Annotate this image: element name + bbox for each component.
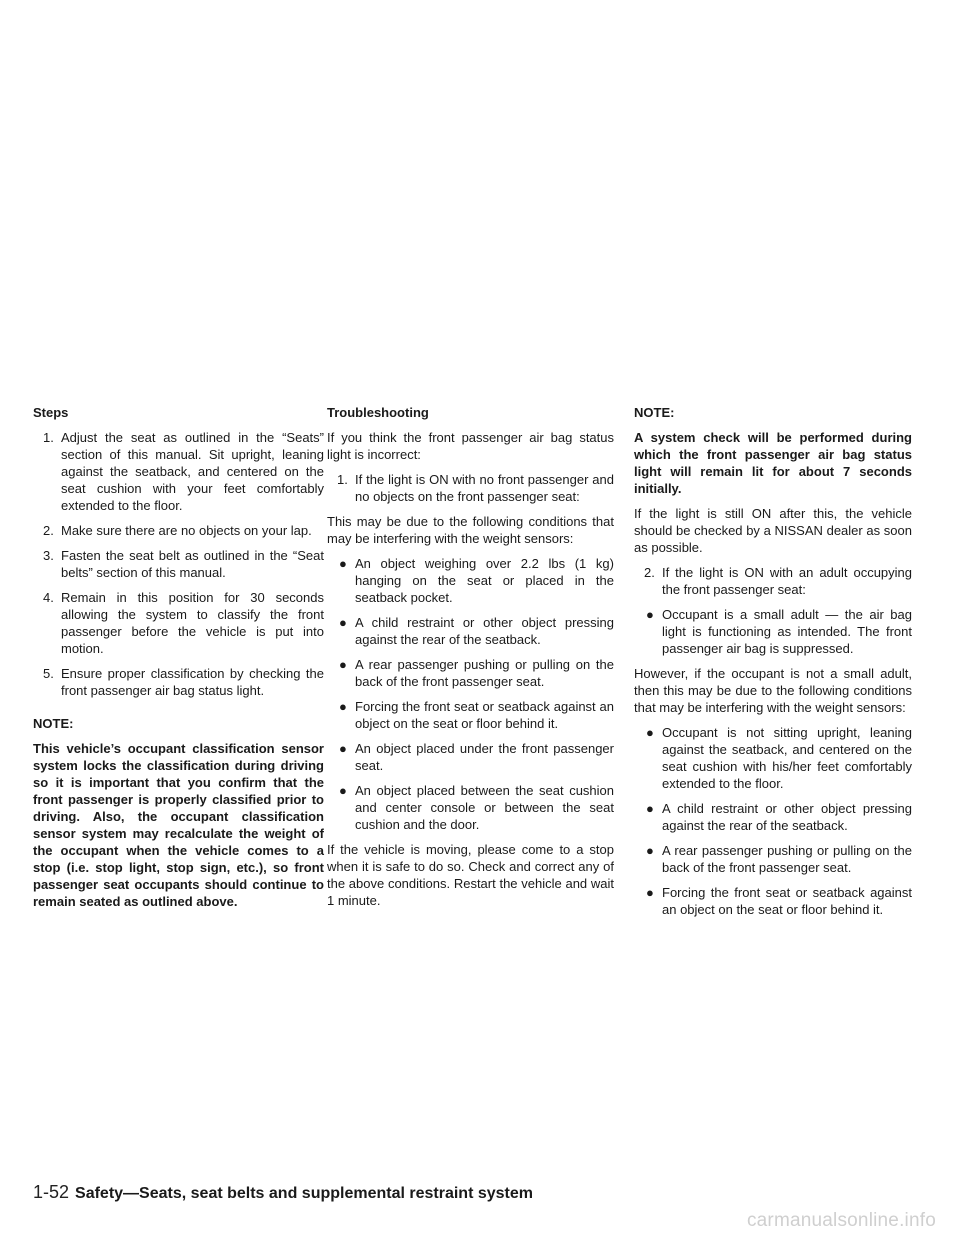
bullet-item: ● An object placed under the front passenger seat. — [339, 741, 614, 773]
bullet-icon: ● — [339, 741, 347, 756]
step-item: 5. Ensure proper classification by checking the front passenger air bag status light. — [43, 666, 324, 698]
however-text: However, if the occupant is not a small adult, then this may be due to the following conditions that may be interfering with the weight sensors: — [634, 666, 912, 715]
bullet-icon: ● — [646, 885, 654, 900]
bullet-icon: ● — [339, 556, 347, 571]
closing-text: If the vehicle is moving, please come to a stop when it is safe to do so. Check and correct any of the above conditions. Restart the vehicle and wait 1 minute. — [327, 842, 614, 908]
bullet-icon: ● — [646, 725, 654, 740]
troubleshooting-item-1: 1. If the light is ON with no front passenger and no objects on the front passenger seat: — [337, 472, 614, 504]
still-on-text: If the light is still ON after this, the vehicle should be checked by a NISSAN dealer as soon as possible. — [634, 506, 912, 555]
bullet-icon: ● — [646, 801, 654, 816]
note-text: A system check will be performed during which the front passenger air bag status light will remain lit for about 7 seconds initially. — [634, 430, 912, 496]
cause-text: This may be due to the following conditions that may be interfering with the weight sensors: — [327, 514, 614, 546]
bullet-item: ● A rear passenger pushing or pulling on the back of the front passenger seat. — [339, 657, 614, 689]
column-left — [33, 404, 324, 918]
bullet-item: ● An object placed between the seat cushion and center console or between the seat cushion and the door. — [339, 783, 614, 832]
bullet-item: ● Occupant is not sitting upright, leaning against the seatback, and centered on the seat cushion with his/her feet comfortably extended to the floor. — [646, 725, 912, 791]
watermark: carmanualsonline.info — [746, 1210, 936, 1231]
bullet-item: ● A child restraint or other object pressing against the rear of the seatback. — [646, 801, 912, 833]
bullet-item: ● A child restraint or other object pressing against the rear of the seatback. — [339, 615, 614, 647]
bullet-item: ● Forcing the front seat or seatback against an object on the seat or floor behind it. — [646, 885, 912, 917]
steps-heading: Steps — [33, 405, 69, 420]
step-item: 3. Fasten the seat belt as outlined in the “Seat belts” section of this manual. — [43, 548, 324, 580]
bullet-icon: ● — [646, 607, 654, 622]
bullet-icon: ● — [339, 657, 347, 672]
note-text: This vehicle’s occupant classification sensor system locks the classification during driving so it is important that you confirm that the front passenger is properly classified prior to driving. Also, the occupant classification sensor system may recalculate the weight of the occupant when the vehicle comes to a stop (i.e. stop light, stop sign, etc.), so front passenger seat occupants should continue to remain seated as outlined above. — [33, 741, 324, 909]
bullet-icon: ● — [339, 615, 347, 630]
bullet-icon: ● — [339, 699, 347, 714]
step-item: 4. Remain in this position for 30 seconds allowing the system to classify the front passenger before the vehicle is put into motion. — [43, 590, 324, 656]
bullet-item: ● Occupant is a small adult — the air bag light is functioning as intended. The front passenger air bag is suppressed. — [646, 607, 912, 656]
column-right — [634, 404, 912, 926]
steps-list — [33, 429, 324, 699]
section-title: Safety—Seats, seat belts and supplemental restraint system — [75, 1185, 533, 1202]
bullet-icon: ● — [339, 783, 347, 798]
bullet-item: ● A rear passenger pushing or pulling on the back of the front passenger seat. — [646, 843, 912, 875]
troubleshooting-item-2: 2. If the light is ON with an adult occupying the front passenger seat: — [644, 565, 912, 597]
page-footer — [33, 1182, 533, 1206]
note-label: NOTE: — [634, 405, 675, 420]
bullet-item: ● An object weighing over 2.2 lbs (1 kg) hanging on the seat or placed in the seatback pocket. — [339, 556, 614, 605]
bullet-item: ● Forcing the front seat or seatback against an object on the seat or floor behind it. — [339, 699, 614, 731]
page-number: 1-52 — [33, 1182, 70, 1202]
step-item: 2. Make sure there are no objects on your lap. — [43, 523, 312, 538]
bullet-icon: ● — [646, 843, 654, 858]
troubleshooting-heading: Troubleshooting — [327, 405, 429, 420]
note-label: NOTE: — [33, 716, 74, 731]
step-item: 1. Adjust the seat as outlined in the “Seats” section of this manual. Sit upright, leaning against the seatback, and centered on the seat cushion with your feet comfortably extended to the floor. — [43, 430, 324, 513]
column-middle — [327, 404, 614, 917]
troubleshooting-intro: If you think the front passenger air bag status light is incorrect: — [327, 430, 614, 462]
